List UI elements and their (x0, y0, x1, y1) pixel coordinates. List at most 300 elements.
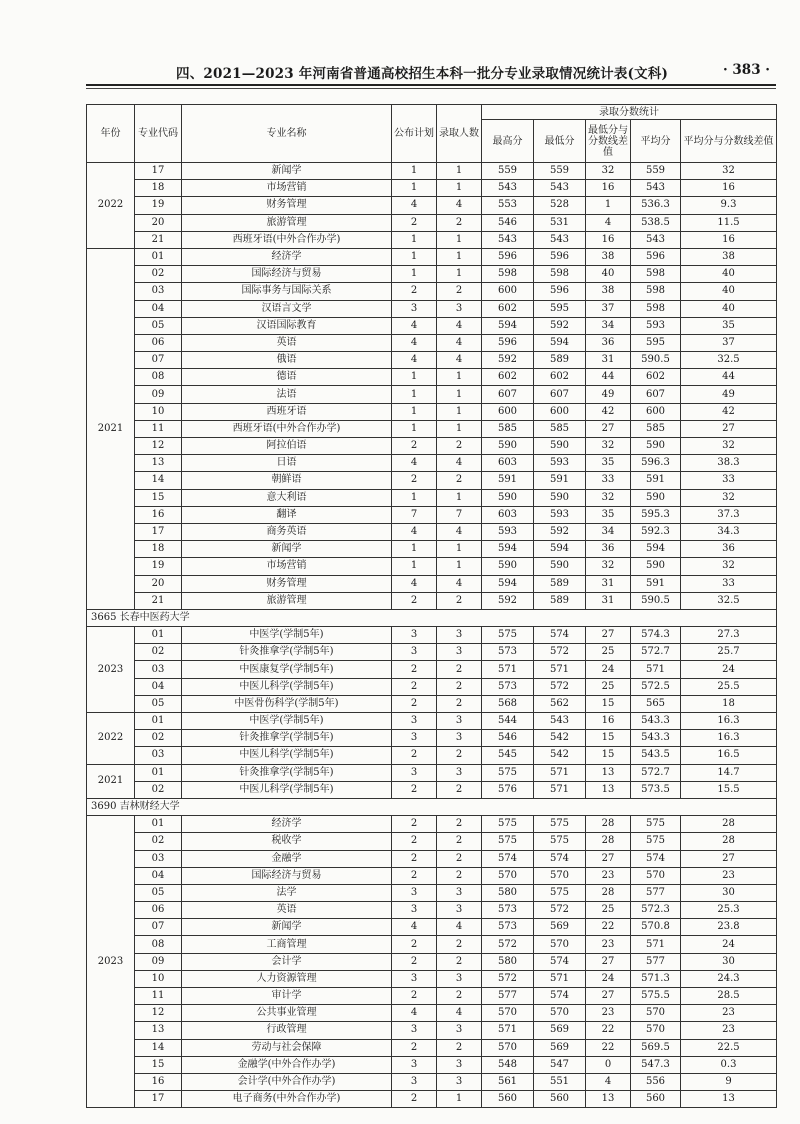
avg-cell: 570 (631, 867, 681, 884)
header-rule (86, 84, 776, 86)
avg-diff-cell: 14.7 (681, 764, 777, 781)
code-cell: 01 (135, 248, 182, 265)
admitted-cell: 3 (437, 902, 482, 919)
avg-diff-cell: 23 (681, 867, 777, 884)
major-cell: 西班牙语(中外合作办学) (182, 420, 392, 437)
plan-cell: 3 (392, 644, 437, 661)
code-cell: 15 (135, 489, 182, 506)
max-cell: 545 (482, 747, 534, 764)
min-diff-cell: 31 (586, 592, 631, 609)
min-cell: 590 (534, 438, 586, 455)
table-row (87, 523, 777, 540)
major-cell: 劳动与社会保障 (182, 1039, 392, 1056)
avg-diff-cell: 34.3 (681, 523, 777, 540)
admitted-cell: 3 (437, 764, 482, 781)
major-cell: 国际经济与贸易 (182, 867, 392, 884)
max-cell: 570 (482, 867, 534, 884)
min-diff-cell: 35 (586, 455, 631, 472)
avg-cell: 598 (631, 300, 681, 317)
col-admitted: 录取人数 (437, 105, 482, 163)
admitted-cell: 1 (437, 541, 482, 558)
admitted-cell: 2 (437, 1039, 482, 1056)
table-row (87, 300, 777, 317)
max-cell: 561 (482, 1073, 534, 1090)
min-diff-cell: 38 (586, 283, 631, 300)
max-cell: 600 (482, 403, 534, 420)
plan-cell: 1 (392, 420, 437, 437)
min-cell: 600 (534, 403, 586, 420)
year-cell: 2023 (87, 627, 135, 713)
min-cell: 571 (534, 764, 586, 781)
max-cell: 596 (482, 248, 534, 265)
avg-diff-cell: 24.3 (681, 970, 777, 987)
major-cell: 中医学(学制5年) (182, 627, 392, 644)
avg-diff-cell: 23 (681, 1022, 777, 1039)
code-cell: 04 (135, 867, 182, 884)
major-cell: 中医儿科学(学制5年) (182, 678, 392, 695)
plan-cell: 3 (392, 730, 437, 747)
major-cell: 意大利语 (182, 489, 392, 506)
admitted-cell: 1 (437, 420, 482, 437)
admitted-cell: 1 (437, 386, 482, 403)
min-diff-cell: 33 (586, 472, 631, 489)
avg-diff-cell: 16.3 (681, 713, 777, 730)
major-cell: 俄语 (182, 352, 392, 369)
avg-cell: 590 (631, 558, 681, 575)
major-cell: 电子商务(中外合作办学) (182, 1091, 392, 1108)
min-cell: 547 (534, 1056, 586, 1073)
avg-cell: 536.3 (631, 197, 681, 214)
avg-diff-cell: 30 (681, 884, 777, 901)
plan-cell: 1 (392, 180, 437, 197)
max-cell: 571 (482, 661, 534, 678)
plan-cell: 2 (392, 747, 437, 764)
code-cell: 02 (135, 781, 182, 798)
admitted-cell: 2 (437, 695, 482, 712)
table-row (87, 489, 777, 506)
code-cell: 12 (135, 438, 182, 455)
admitted-cell: 4 (437, 1005, 482, 1022)
header-rule-thin (86, 88, 776, 89)
max-cell: 592 (482, 592, 534, 609)
avg-diff-cell: 49 (681, 386, 777, 403)
min-diff-cell: 13 (586, 781, 631, 798)
admitted-cell: 3 (437, 644, 482, 661)
min-cell: 572 (534, 678, 586, 695)
plan-cell: 4 (392, 352, 437, 369)
admitted-cell: 2 (437, 472, 482, 489)
table-row (87, 283, 777, 300)
major-cell: 针灸推拿学(学制5年) (182, 764, 392, 781)
min-diff-cell: 32 (586, 163, 631, 180)
plan-cell: 7 (392, 506, 437, 523)
table-row (87, 919, 777, 936)
admitted-cell: 2 (437, 747, 482, 764)
admitted-cell: 1 (437, 180, 482, 197)
avg-cell: 570.8 (631, 919, 681, 936)
major-cell: 中医学(学制5年) (182, 713, 392, 730)
code-cell: 06 (135, 902, 182, 919)
min-diff-cell: 1 (586, 197, 631, 214)
max-cell: 602 (482, 300, 534, 317)
major-cell: 中医儿科学(学制5年) (182, 747, 392, 764)
max-cell: 571 (482, 1022, 534, 1039)
admitted-cell: 2 (437, 661, 482, 678)
plan-cell: 2 (392, 472, 437, 489)
admitted-cell: 2 (437, 953, 482, 970)
admitted-cell: 4 (437, 334, 482, 351)
max-cell: 573 (482, 644, 534, 661)
min-diff-cell: 25 (586, 902, 631, 919)
major-cell: 阿拉伯语 (182, 438, 392, 455)
avg-cell: 577 (631, 884, 681, 901)
avg-diff-cell: 33 (681, 575, 777, 592)
school-section-label: 3665 长春中医药大学 (87, 609, 777, 626)
avg-cell: 565 (631, 695, 681, 712)
min-cell: 543 (534, 231, 586, 248)
min-diff-cell: 32 (586, 558, 631, 575)
table-row (87, 713, 777, 730)
min-cell: 572 (534, 902, 586, 919)
min-cell: 570 (534, 867, 586, 884)
min-cell: 607 (534, 386, 586, 403)
code-cell: 05 (135, 317, 182, 334)
avg-diff-cell: 28.5 (681, 988, 777, 1005)
code-cell: 10 (135, 403, 182, 420)
school-section-row (87, 609, 777, 626)
plan-cell: 2 (392, 781, 437, 798)
min-cell: 594 (534, 541, 586, 558)
admitted-cell: 2 (437, 678, 482, 695)
avg-cell: 598 (631, 283, 681, 300)
min-diff-cell: 36 (586, 334, 631, 351)
avg-diff-cell: 16.3 (681, 730, 777, 747)
avg-cell: 572.7 (631, 644, 681, 661)
admitted-cell: 3 (437, 627, 482, 644)
min-diff-cell: 28 (586, 816, 631, 833)
max-cell: 594 (482, 541, 534, 558)
avg-cell: 575 (631, 833, 681, 850)
plan-cell: 2 (392, 833, 437, 850)
avg-cell: 543.3 (631, 730, 681, 747)
admitted-cell: 2 (437, 592, 482, 609)
admitted-cell: 1 (437, 248, 482, 265)
col-year: 年份 (87, 105, 135, 163)
col-plan: 公布计划 (392, 105, 437, 163)
major-cell: 日语 (182, 455, 392, 472)
major-cell: 市场营销 (182, 558, 392, 575)
avg-cell: 573.5 (631, 781, 681, 798)
avg-cell: 593 (631, 317, 681, 334)
max-cell: 570 (482, 1005, 534, 1022)
table-row (87, 248, 777, 265)
table-row (87, 781, 777, 798)
admitted-cell: 4 (437, 352, 482, 369)
avg-diff-cell: 16 (681, 180, 777, 197)
admitted-cell: 1 (437, 558, 482, 575)
min-cell: 590 (534, 558, 586, 575)
code-cell: 03 (135, 661, 182, 678)
admitted-cell: 2 (437, 816, 482, 833)
plan-cell: 1 (392, 248, 437, 265)
admitted-cell: 1 (437, 1091, 482, 1108)
table-row (87, 884, 777, 901)
min-cell: 593 (534, 455, 586, 472)
avg-cell: 575.5 (631, 988, 681, 1005)
col-min: 最低分 (534, 120, 586, 163)
code-cell: 16 (135, 1073, 182, 1090)
max-cell: 594 (482, 575, 534, 592)
plan-cell: 3 (392, 970, 437, 987)
max-cell: 577 (482, 988, 534, 1005)
avg-cell: 556 (631, 1073, 681, 1090)
avg-diff-cell: 32 (681, 558, 777, 575)
min-diff-cell: 25 (586, 644, 631, 661)
admitted-cell: 2 (437, 867, 482, 884)
plan-cell: 2 (392, 695, 437, 712)
code-cell: 15 (135, 1056, 182, 1073)
admitted-cell: 2 (437, 833, 482, 850)
avg-diff-cell: 11.5 (681, 214, 777, 231)
avg-diff-cell: 25.7 (681, 644, 777, 661)
max-cell: 591 (482, 472, 534, 489)
major-cell: 工商管理 (182, 936, 392, 953)
avg-diff-cell: 23.8 (681, 919, 777, 936)
max-cell: 575 (482, 764, 534, 781)
min-diff-cell: 0 (586, 1056, 631, 1073)
avg-cell: 595.3 (631, 506, 681, 523)
max-cell: 576 (482, 781, 534, 798)
max-cell: 590 (482, 558, 534, 575)
min-diff-cell: 34 (586, 317, 631, 334)
max-cell: 573 (482, 902, 534, 919)
code-cell: 17 (135, 163, 182, 180)
code-cell: 03 (135, 283, 182, 300)
min-diff-cell: 27 (586, 850, 631, 867)
avg-diff-cell: 18 (681, 695, 777, 712)
table-row (87, 1056, 777, 1073)
min-cell: 572 (534, 644, 586, 661)
min-cell: 559 (534, 163, 586, 180)
min-diff-cell: 4 (586, 1073, 631, 1090)
major-cell: 经济学 (182, 248, 392, 265)
admitted-cell: 3 (437, 1073, 482, 1090)
avg-diff-cell: 42 (681, 403, 777, 420)
avg-diff-cell: 16 (681, 231, 777, 248)
admitted-cell: 3 (437, 970, 482, 987)
min-cell: 551 (534, 1073, 586, 1090)
table-row (87, 695, 777, 712)
code-cell: 12 (135, 1005, 182, 1022)
admitted-cell: 2 (437, 936, 482, 953)
avg-diff-cell: 40 (681, 300, 777, 317)
min-diff-cell: 16 (586, 231, 631, 248)
table-row (87, 867, 777, 884)
min-cell: 575 (534, 884, 586, 901)
avg-diff-cell: 40 (681, 283, 777, 300)
max-cell: 560 (482, 1091, 534, 1108)
plan-cell: 3 (392, 884, 437, 901)
min-cell: 593 (534, 506, 586, 523)
avg-cell: 543 (631, 180, 681, 197)
avg-diff-cell: 25.5 (681, 678, 777, 695)
table-row (87, 506, 777, 523)
plan-cell: 2 (392, 214, 437, 231)
plan-cell: 1 (392, 558, 437, 575)
min-cell: 590 (534, 489, 586, 506)
min-cell: 589 (534, 352, 586, 369)
max-cell: 559 (482, 163, 534, 180)
year-cell: 2021 (87, 764, 135, 798)
table-row (87, 902, 777, 919)
admitted-cell: 1 (437, 163, 482, 180)
avg-diff-cell: 30 (681, 953, 777, 970)
table-row (87, 541, 777, 558)
avg-cell: 547.3 (631, 1056, 681, 1073)
min-cell: 594 (534, 334, 586, 351)
min-cell: 562 (534, 695, 586, 712)
code-cell: 03 (135, 747, 182, 764)
admitted-cell: 3 (437, 884, 482, 901)
plan-cell: 3 (392, 1056, 437, 1073)
min-diff-cell: 23 (586, 1005, 631, 1022)
table-row (87, 1022, 777, 1039)
min-cell: 569 (534, 1039, 586, 1056)
major-cell: 法语 (182, 386, 392, 403)
avg-diff-cell: 9.3 (681, 197, 777, 214)
code-cell: 01 (135, 816, 182, 833)
plan-cell: 3 (392, 764, 437, 781)
min-cell: 602 (534, 369, 586, 386)
plan-cell: 4 (392, 919, 437, 936)
min-cell: 571 (534, 661, 586, 678)
min-diff-cell: 28 (586, 833, 631, 850)
table-row (87, 764, 777, 781)
plan-cell: 2 (392, 1091, 437, 1108)
min-diff-cell: 15 (586, 730, 631, 747)
max-cell: 570 (482, 1039, 534, 1056)
max-cell: 573 (482, 678, 534, 695)
min-diff-cell: 35 (586, 506, 631, 523)
major-cell: 翻译 (182, 506, 392, 523)
avg-cell: 570 (631, 1022, 681, 1039)
plan-cell: 4 (392, 575, 437, 592)
code-cell: 14 (135, 1039, 182, 1056)
plan-cell: 2 (392, 850, 437, 867)
avg-diff-cell: 27 (681, 850, 777, 867)
max-cell: 553 (482, 197, 534, 214)
avg-diff-cell: 27 (681, 420, 777, 437)
table-row (87, 420, 777, 437)
school-section-label: 3690 吉林财经大学 (87, 798, 777, 815)
avg-diff-cell: 44 (681, 369, 777, 386)
major-cell: 财务管理 (182, 197, 392, 214)
min-diff-cell: 16 (586, 180, 631, 197)
code-cell: 02 (135, 644, 182, 661)
code-cell: 01 (135, 764, 182, 781)
major-cell: 新闻学 (182, 163, 392, 180)
code-cell: 05 (135, 695, 182, 712)
avg-diff-cell: 24 (681, 661, 777, 678)
max-cell: 572 (482, 936, 534, 953)
min-diff-cell: 27 (586, 988, 631, 1005)
min-cell: 542 (534, 730, 586, 747)
major-cell: 审计学 (182, 988, 392, 1005)
avg-diff-cell: 0.3 (681, 1056, 777, 1073)
table-row (87, 1091, 777, 1108)
admitted-cell: 1 (437, 489, 482, 506)
table-row (87, 317, 777, 334)
major-cell: 朝鲜语 (182, 472, 392, 489)
code-cell: 04 (135, 300, 182, 317)
avg-cell: 571 (631, 936, 681, 953)
major-cell: 金融学 (182, 850, 392, 867)
min-cell: 571 (534, 781, 586, 798)
min-diff-cell: 4 (586, 214, 631, 231)
avg-cell: 543.5 (631, 747, 681, 764)
min-cell: 570 (534, 936, 586, 953)
min-cell: 591 (534, 472, 586, 489)
col-code: 专业代码 (135, 105, 182, 163)
max-cell: 592 (482, 352, 534, 369)
min-diff-cell: 42 (586, 403, 631, 420)
major-cell: 经济学 (182, 816, 392, 833)
plan-cell: 4 (392, 523, 437, 540)
plan-cell: 3 (392, 627, 437, 644)
avg-diff-cell: 37 (681, 334, 777, 351)
min-diff-cell: 15 (586, 747, 631, 764)
major-cell: 西班牙语 (182, 403, 392, 420)
admitted-cell: 3 (437, 1022, 482, 1039)
avg-cell: 538.5 (631, 214, 681, 231)
table-row (87, 644, 777, 661)
max-cell: 585 (482, 420, 534, 437)
code-cell: 21 (135, 231, 182, 248)
admitted-cell: 4 (437, 523, 482, 540)
table-row (87, 214, 777, 231)
table-row (87, 1073, 777, 1090)
max-cell: 574 (482, 850, 534, 867)
code-cell: 18 (135, 541, 182, 558)
col-avg: 平均分 (631, 120, 681, 163)
plan-cell: 4 (392, 197, 437, 214)
code-cell: 19 (135, 197, 182, 214)
avg-diff-cell: 27.3 (681, 627, 777, 644)
code-cell: 02 (135, 266, 182, 283)
table-row (87, 197, 777, 214)
min-cell: 542 (534, 747, 586, 764)
code-cell: 01 (135, 713, 182, 730)
min-diff-cell: 22 (586, 1039, 631, 1056)
min-cell: 574 (534, 627, 586, 644)
min-diff-cell: 31 (586, 352, 631, 369)
col-avg-diff: 平均分与分数线差值 (681, 120, 777, 163)
min-diff-cell: 24 (586, 661, 631, 678)
table-row (87, 558, 777, 575)
major-cell: 中医儿科学(学制5年) (182, 781, 392, 798)
year-cell: 2023 (87, 816, 135, 1108)
max-cell: 568 (482, 695, 534, 712)
min-diff-cell: 23 (586, 936, 631, 953)
min-diff-cell: 32 (586, 489, 631, 506)
admitted-cell: 2 (437, 283, 482, 300)
table-row (87, 334, 777, 351)
admission-table (86, 104, 777, 1108)
avg-cell: 572.5 (631, 678, 681, 695)
min-cell: 560 (534, 1091, 586, 1108)
avg-diff-cell: 28 (681, 833, 777, 850)
major-cell: 行政管理 (182, 1022, 392, 1039)
